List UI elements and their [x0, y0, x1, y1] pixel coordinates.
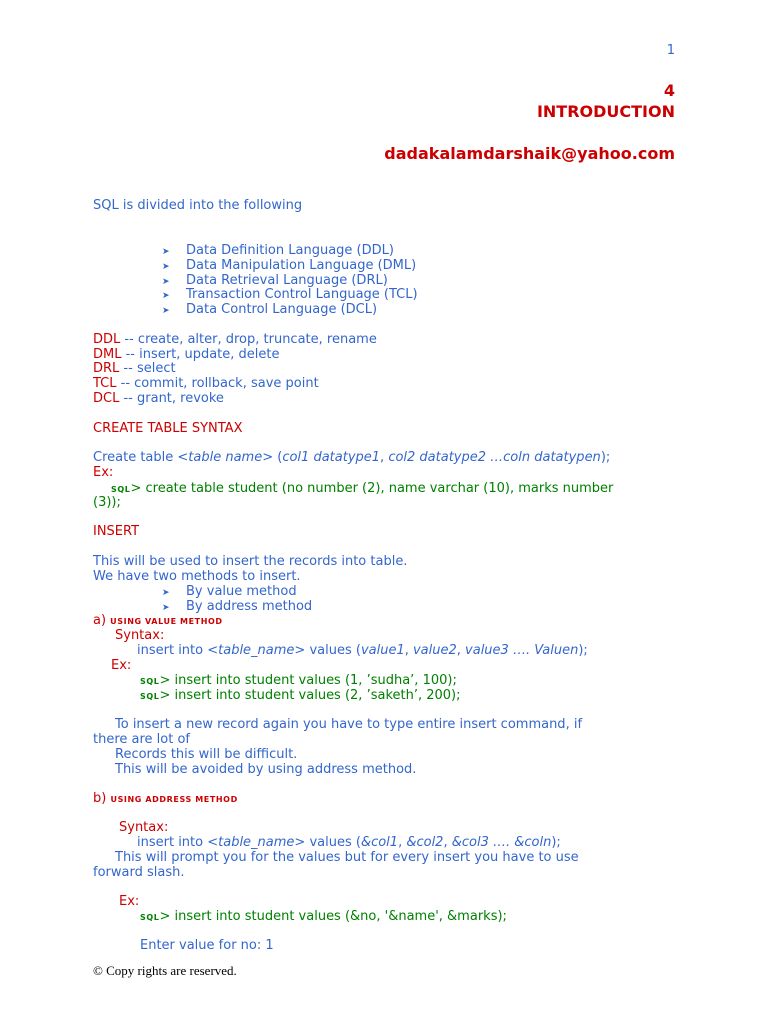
- page-number: 1: [666, 43, 675, 58]
- syntax-label: Syntax:: [119, 820, 169, 835]
- copyright-footer: © Copy rights are reserved.: [93, 963, 237, 978]
- definition-row: DDL -- create, alter, drop, truncate, rename: [93, 332, 377, 347]
- intro-text: SQL is divided into the following: [93, 198, 303, 213]
- value-method-heading: a) USING VALUE METHOD: [93, 613, 223, 628]
- arrow-bullet-icon: ➤: [162, 588, 170, 598]
- syntax-label: Syntax:: [115, 628, 165, 643]
- example-label: Ex:: [111, 658, 132, 673]
- create-table-syntax: Create table <table name> (col1 datatype1, col2 datatype2 …coln datatypen);: [93, 450, 611, 465]
- definition-row: DML -- insert, update, delete: [93, 347, 280, 362]
- enter-value-prompt: Enter value for no: 1: [140, 938, 274, 953]
- insert-description: This will be used to insert the records into table.: [93, 554, 408, 569]
- list-item: ➤ By address method: [162, 599, 313, 614]
- list-item: ➤ Data Retrieval Language (DRL): [162, 273, 388, 288]
- list-item: ➤ By value method: [162, 584, 297, 599]
- arrow-bullet-icon: ➤: [162, 277, 170, 287]
- list-item: ➤ Data Definition Language (DDL): [162, 243, 394, 258]
- note-text: there are lot of: [93, 732, 191, 747]
- prompt-note: This will prompt you for the values but for every insert you have to use: [115, 850, 579, 865]
- list-item: ➤ Data Control Language (DCL): [162, 302, 378, 317]
- address-example-line: SQL> insert into student values (&no, '&name', &marks);: [140, 909, 507, 924]
- definition-row: TCL -- commit, rollback, save point: [93, 376, 319, 391]
- author-email: dadakalamdarshaik@yahoo.com: [384, 144, 675, 163]
- insert-methods-intro: We have two methods to insert.: [93, 569, 301, 584]
- create-example-line: SQL> create table student (no number (2), name varchar (10), marks number: [111, 481, 614, 496]
- insert-heading: INSERT: [93, 524, 140, 539]
- arrow-bullet-icon: ➤: [162, 291, 170, 301]
- example-label: Ex:: [119, 894, 140, 909]
- arrow-bullet-icon: ➤: [162, 603, 170, 613]
- chapter-number: 4: [663, 81, 675, 100]
- chapter-title: INTRODUCTION: [536, 102, 675, 121]
- value-method-syntax: insert into <table_name> values (value1, value2, value3 …. Valuen);: [137, 643, 588, 658]
- definition-row: DCL -- grant, revoke: [93, 391, 224, 406]
- insert-example-line: SQL> insert into student values (1, ’sudha’, 100);: [140, 673, 457, 688]
- list-item: ➤ Data Manipulation Language (DML): [162, 258, 417, 273]
- insert-example-line: SQL> insert into student values (2, ’saketh’, 200);: [140, 688, 461, 703]
- prompt-note: forward slash.: [93, 865, 185, 880]
- arrow-bullet-icon: ➤: [162, 247, 170, 257]
- arrow-bullet-icon: ➤: [162, 306, 170, 316]
- example-label: Ex:: [93, 465, 114, 480]
- address-method-syntax: insert into <table_name> values (&col1, &col2, &col3 …. &coln);: [137, 835, 561, 850]
- note-text: This will be avoided by using address method.: [115, 762, 417, 777]
- address-method-heading: b) USING ADDRESS METHOD: [93, 791, 238, 806]
- create-table-heading: CREATE TABLE SYNTAX: [93, 421, 243, 436]
- list-item: ➤ Transaction Control Language (TCL): [162, 287, 418, 302]
- arrow-bullet-icon: ➤: [162, 262, 170, 272]
- definition-row: DRL -- select: [93, 361, 176, 376]
- note-text: To insert a new record again you have to type entire insert command, if: [115, 717, 583, 732]
- create-example-cont: (3));: [93, 495, 121, 510]
- note-text: Records this will be difficult.: [115, 747, 298, 762]
